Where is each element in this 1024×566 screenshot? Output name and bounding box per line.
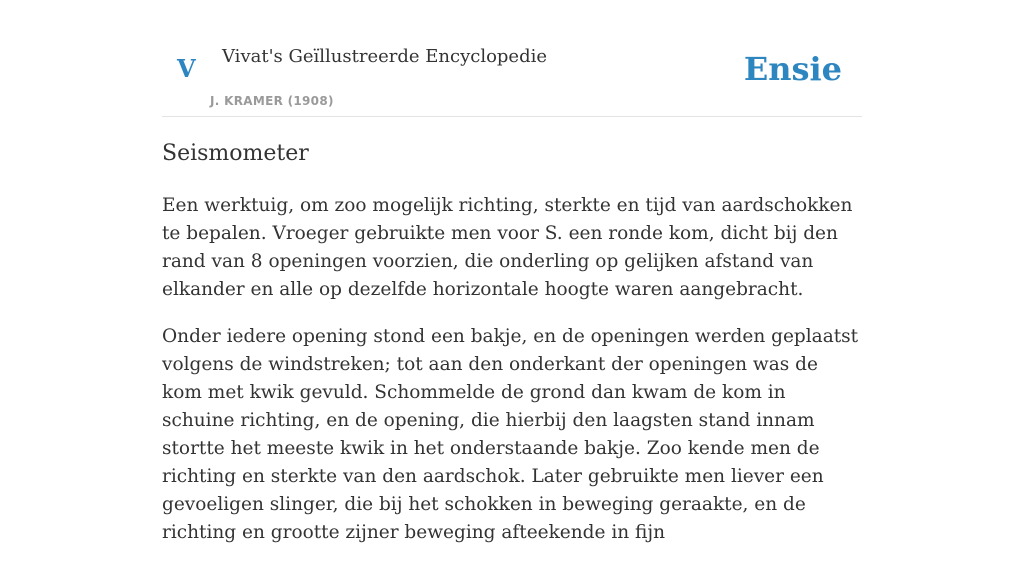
- book-author: J. KRAMER (1908): [210, 94, 334, 108]
- publication-logo[interactable]: V: [177, 54, 196, 83]
- ensie-logo-link[interactable]: Ensie: [743, 50, 842, 88]
- entry-title: Seismometer: [162, 141, 309, 166]
- entry-content: [162, 138, 862, 566]
- entry-paragraph: Een werktuig, om zoo mogelijk richting, sterkte en tijd van aardschokken te bepalen. Vroeger gebruikte men voor S. een ronde kom, dicht bij den rand van 8 openingen voorzien, die onderling op gelijken afstand van elkander en alle op dezelfde horizontale hoogte waren aangebracht.: [162, 195, 853, 300]
- book-title-link[interactable]: Vivat's Geïllustreerde Encyclopedie: [222, 46, 548, 67]
- entry-paragraph: Onder iedere opening stond een bakje, en de openingen werden geplaatst volgens de windstreken; tot aan den onderkant der openingen was de kom met kwik gevuld. Schommelde de grond dan kwam de kom in schuine richting, en de opening, die hierbij den laagsten stand innam stortte het meeste kwik in het onderstaande bakje. Zoo kende men de richting en sterkte van den aardschok. Later gebruikte men liever een gevoeligen slinger, die bij het schokken in beweging geraakte, en de richting en grootte zijner beweging afteekende in fijn: [162, 326, 859, 543]
- page-header: [162, 0, 862, 117]
